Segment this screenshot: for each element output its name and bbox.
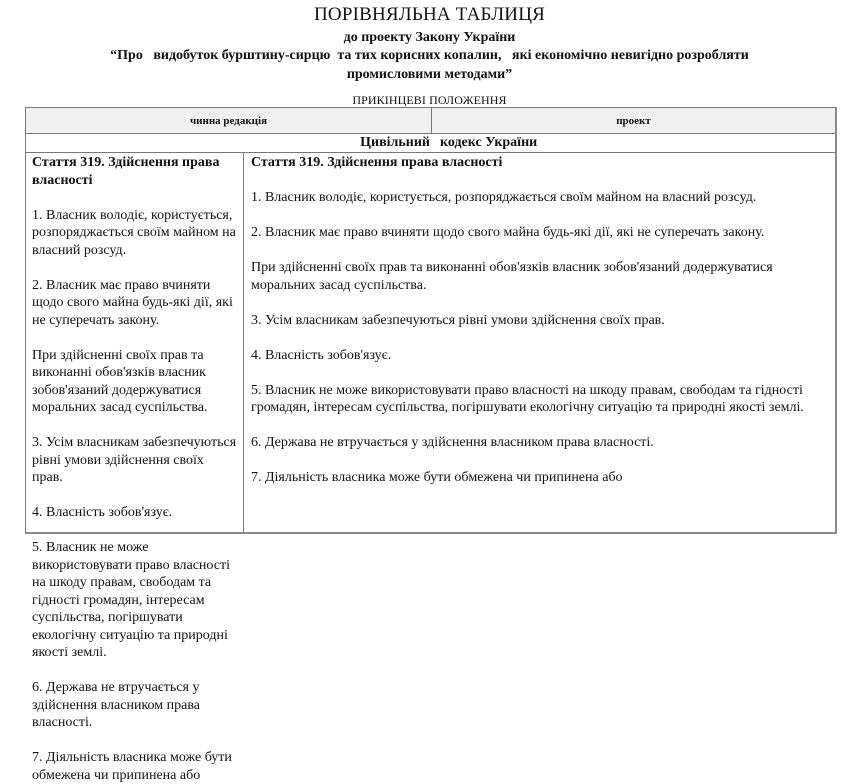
- paragraph: 2. Власник має право вчиняти щодо свого майна будь-які дії, які не суперечать закону.: [250, 225, 765, 240]
- law-name-line-1: “Про видобуток бурштину-сирцю та тих корисних копалин, які економічно невигідно розробляти: [110, 48, 749, 63]
- paragraph: 6. Держава не втручається у здійснення власником права власності.: [250, 435, 654, 450]
- paragraph: 7. Діяльність власника може бути обмежена чи припинена або: [250, 470, 623, 485]
- code-title-row: [26, 134, 835, 153]
- law-name: [0, 46, 859, 84]
- code-title-left: Цивільний: [360, 135, 430, 150]
- paragraph: При здійсненні своїх прав та виконанні обов'язків власник зобов'язаний додержуватися моральних засад суспільства.: [250, 260, 773, 293]
- document-subtitle: до проекту Закону України: [343, 30, 516, 45]
- paragraph: 1. Власник володіє, користується, розпоряджається своїм майном на власний розсуд.: [250, 190, 757, 205]
- paragraph: 6. Держава не втручається у здійснення власником права власності.: [32, 680, 200, 730]
- paragraph: 2. Власник має право вчиняти щодо свого майна будь-які дії, які не суперечать закону.: [32, 277, 233, 328]
- law-name-line-2: промисловими методами”: [346, 67, 513, 82]
- paragraph: 5. Власник не може використовувати право власності на шкоду правам, свободам та гідності громадян, інтересам суспільства, погіршувати екологічну ситуацію та природні якості землі.: [250, 382, 804, 415]
- draft-version-cell: [244, 153, 835, 533]
- table-row: [26, 153, 835, 783]
- table-header-row: [26, 108, 835, 134]
- paragraph: 5. Власник не може використовувати право власності на шкоду правам, свободам та гідності громадян, інтересам суспільства, погіршувати екологічну ситуацію та природні якості землі.: [32, 540, 230, 660]
- section-caption: ПРИКІНЦЕВІ ПОЛОЖЕННЯ: [352, 93, 507, 107]
- paragraph: При здійсненні своїх прав та виконанні обов'язків власник зобов'язаний додержуватися моральних засад суспільства.: [32, 347, 208, 415]
- column-header-draft: проект: [616, 114, 651, 127]
- article-title: Стаття 319. Здійснення права власності: [32, 155, 220, 188]
- current-version-cell: [26, 153, 244, 783]
- paragraph: 4. Власність зобов'язує.: [250, 347, 392, 363]
- paragraph: 7. Діяльність власника може бути обмежена чи припинена або: [32, 750, 232, 783]
- article-title: Стаття 319. Здійснення права власності: [250, 155, 503, 170]
- comparison-table: [25, 107, 837, 783]
- paragraph: 4. Власність зобов'язує.: [32, 505, 173, 520]
- document-title: ПОРІВНЯЛЬНА ТАБЛИЦЯ: [313, 4, 545, 25]
- paragraph: 1. Власник володіє, користується, розпоряджається своїм майном на власний розсуд.: [32, 207, 236, 258]
- paragraph: 3. Усім власникам забезпечуються рівні умови здійснення своїх прав.: [32, 435, 237, 485]
- column-header-current: чинна редакція: [26, 108, 432, 133]
- paragraph: 3. Усім власникам забезпечуються рівні умови здійснення своїх прав.: [250, 312, 665, 328]
- code-title-right: кодекс України: [440, 135, 538, 150]
